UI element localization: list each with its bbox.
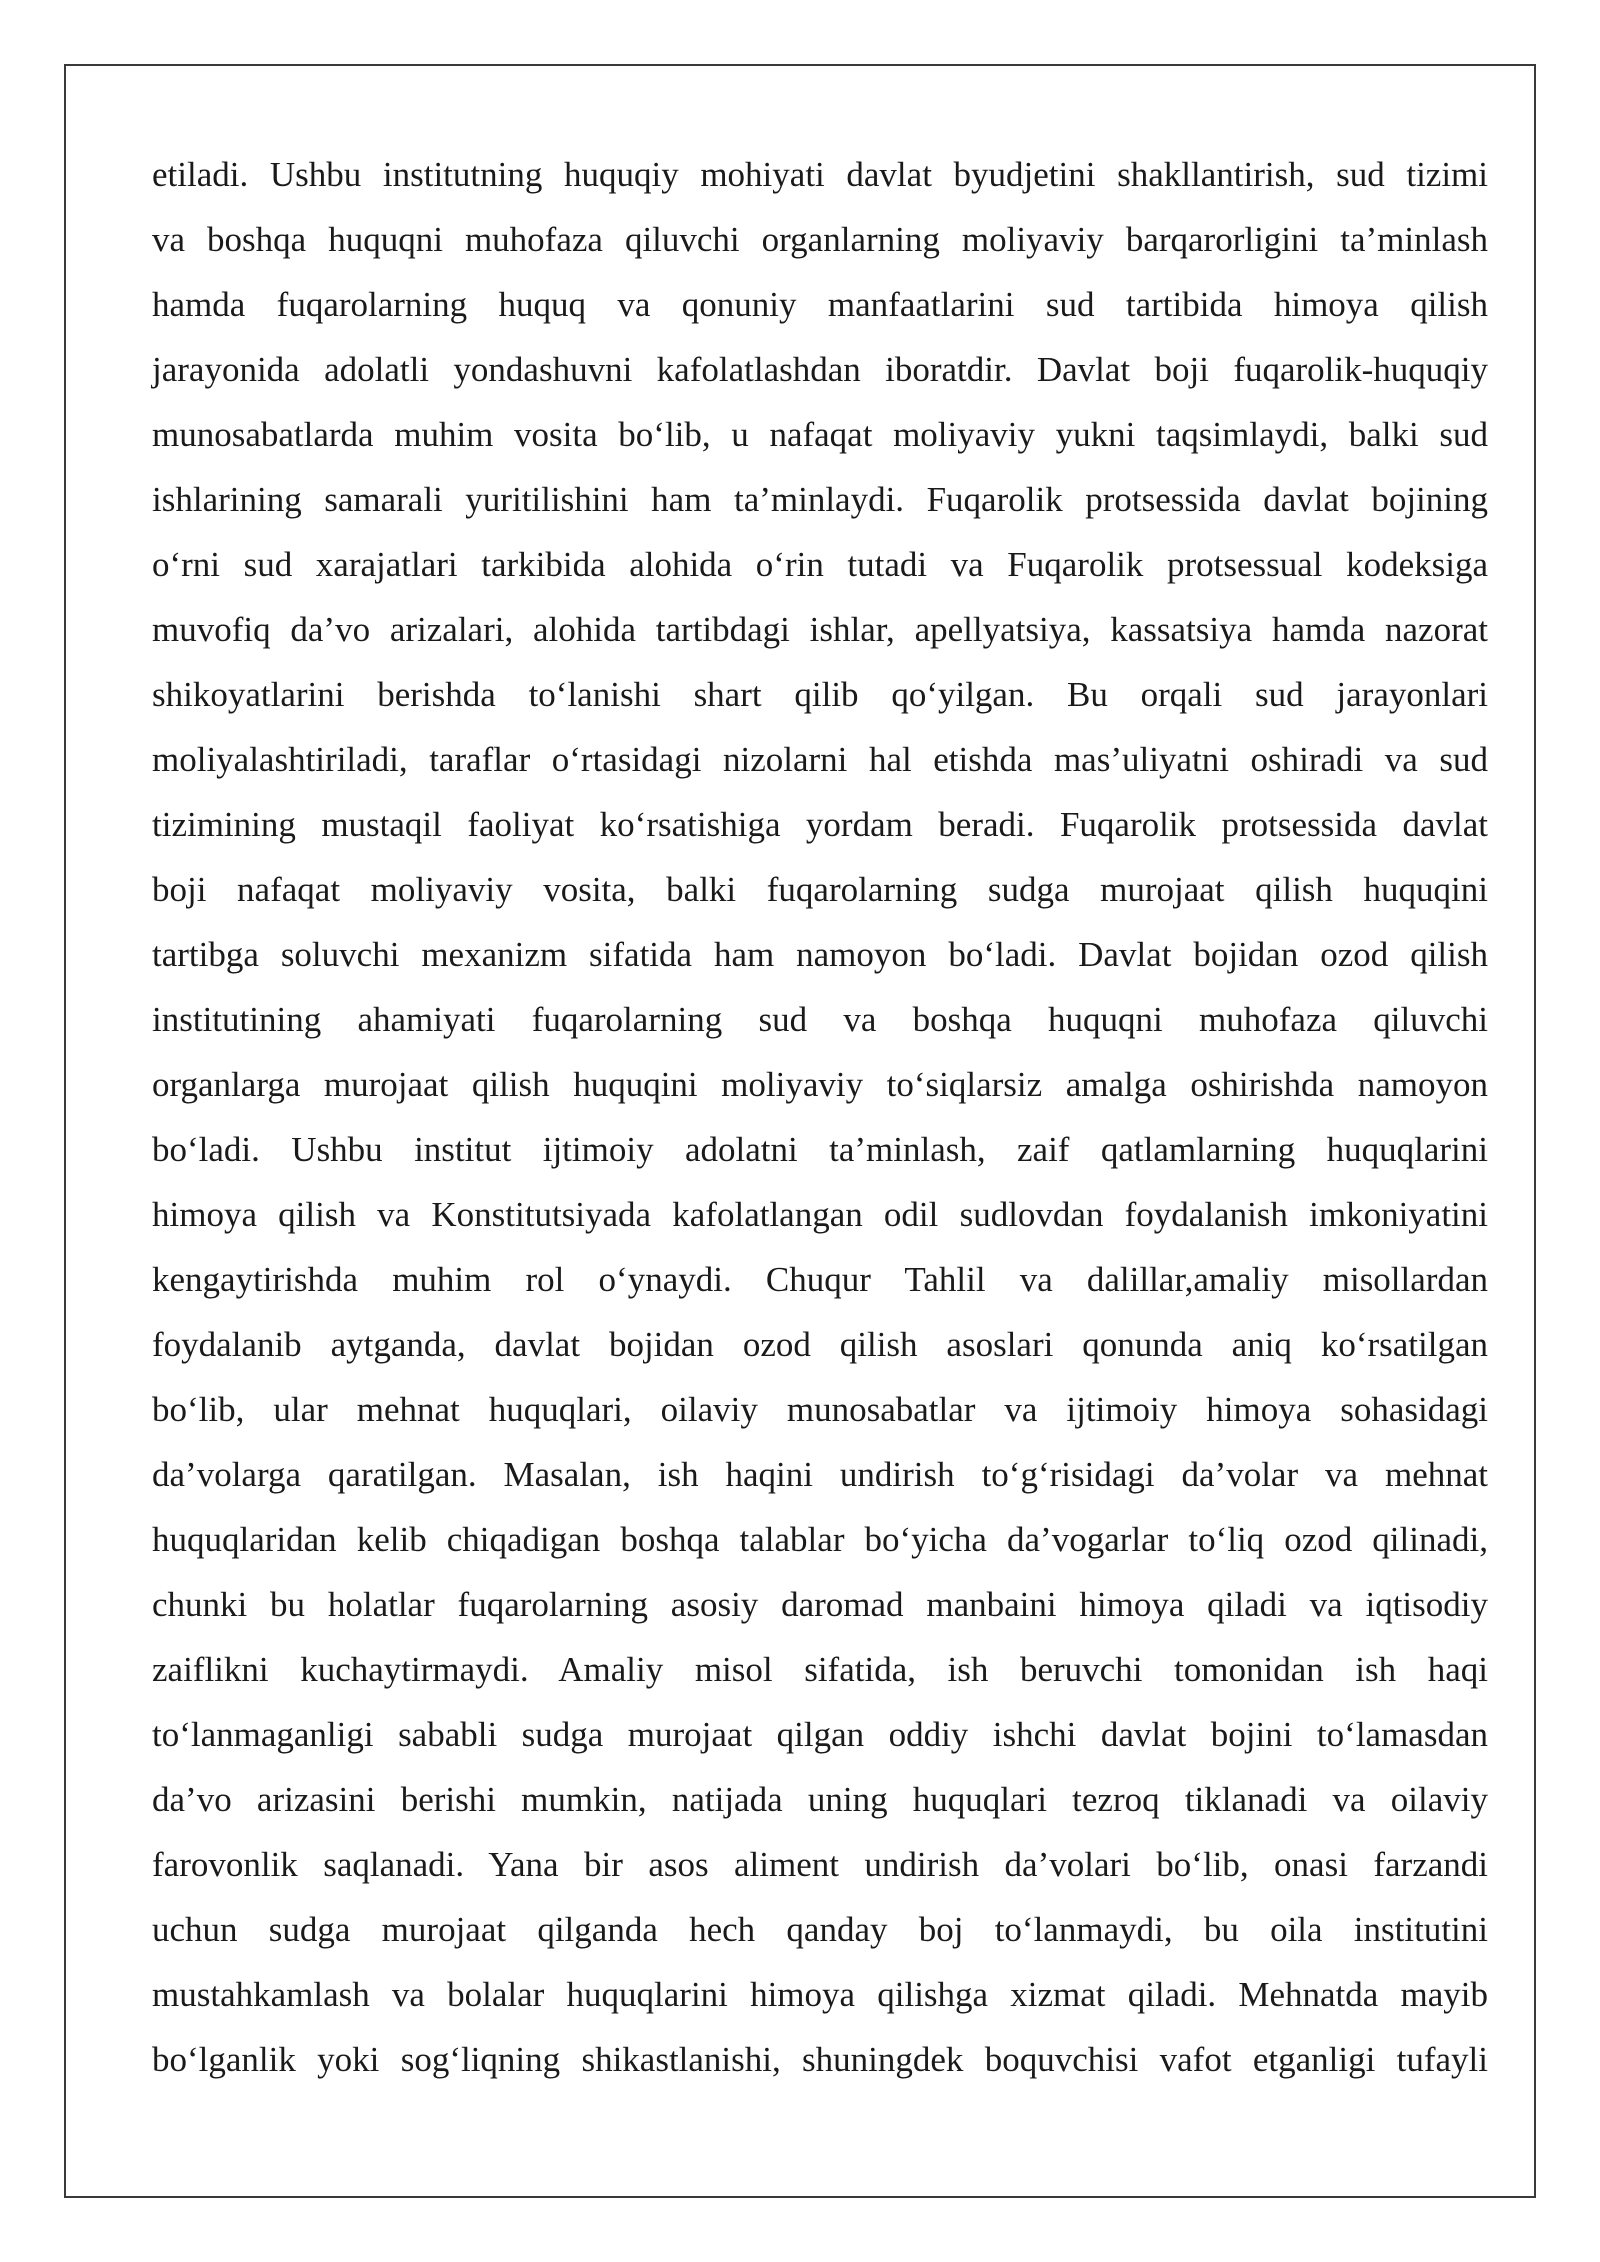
text-line: foydalanib aytganda, davlat bojidan ozod qilish asoslari qonunda aniq ko‘rsatilgan: [152, 1325, 1488, 1364]
text-line: shikoyatlarini berishda to‘lanishi shart qilib qo‘yilgan. Bu orqali sud jarayonlari: [152, 675, 1488, 714]
text-line: institutining ahamiyati fuqarolarning sud va boshqa huquqni muhofaza qiluvchi: [152, 1000, 1488, 1039]
text-line: moliyalashtiriladi, taraflar o‘rtasidagi nizolarni hal etishda mas’uliyatni oshiradi va sud: [152, 740, 1488, 779]
text-line: huquqlaridan kelib chiqadigan boshqa talablar bo‘yicha da’vogarlar to‘liq ozod qilinadi,: [152, 1520, 1488, 1559]
text-line: bo‘lib, ular mehnat huquqlari, oilaviy munosabatlar va ijtimoiy himoya sohasidagi: [152, 1390, 1488, 1429]
document-body-text: [152, 142, 1488, 2092]
text-line: to‘lanmaganligi sababli sudga murojaat qilgan oddiy ishchi davlat bojini to‘lamasdan: [152, 1715, 1488, 1754]
text-line: ishlarining samarali yuritilishini ham ta’minlaydi. Fuqarolik protsessida davlat bojining: [152, 480, 1488, 519]
text-line: himoya qilish va Konstitutsiyada kafolatlangan odil sudlovdan foydalanish imkoniyatini: [152, 1195, 1488, 1234]
text-line: mustahkamlash va bolalar huquqlarini himoya qilishga xizmat qiladi. Mehnatda mayib: [152, 1975, 1488, 2014]
text-line: kengaytirishda muhim rol o‘ynaydi. Chuqur Tahlil va dalillar,amaliy misollardan: [152, 1260, 1488, 1299]
text-line: hamda fuqarolarning huquq va qonuniy manfaatlarini sud tartibida himoya qilish: [152, 285, 1488, 324]
text-line: bo‘lganlik yoki sog‘liqning shikastlanishi, shuningdek boquvchisi vafot etganligi tufayli: [152, 2040, 1488, 2079]
text-line: va boshqa huquqni muhofaza qiluvchi organlarning moliyaviy barqarorligini ta’minlash: [152, 220, 1488, 259]
text-line: tartibga soluvchi mexanizm sifatida ham namoyon bo‘ladi. Davlat bojidan ozod qilish: [152, 935, 1488, 974]
text-line: muvofiq da’vo arizalari, alohida tartibdagi ishlar, apellyatsiya, kassatsiya hamda nazorat: [152, 610, 1488, 649]
text-line: organlarga murojaat qilish huquqini moliyaviy to‘siqlarsiz amalga oshirishda namoyon: [152, 1065, 1488, 1104]
text-line: da’vo arizasini berishi mumkin, natijada uning huquqlari tezroq tiklanadi va oilaviy: [152, 1780, 1488, 1819]
text-line: munosabatlarda muhim vosita bo‘lib, u nafaqat moliyaviy yukni taqsimlaydi, balki sud: [152, 415, 1488, 454]
text-line: bo‘ladi. Ushbu institut ijtimoiy adolatni ta’minlash, zaif qatlamlarning huquqlarini: [152, 1130, 1488, 1169]
text-line: uchun sudga murojaat qilganda hech qanday boj to‘lanmaydi, bu oila institutini: [152, 1910, 1488, 1949]
text-line: etiladi. Ushbu institutning huquqiy mohiyati davlat byudjetini shakllantirish, sud tizimi: [152, 155, 1488, 194]
text-line: boji nafaqat moliyaviy vosita, balki fuqarolarning sudga murojaat qilish huquqini: [152, 870, 1488, 909]
text-line: da’volarga qaratilgan. Masalan, ish haqini undirish to‘g‘risidagi da’volar va mehnat: [152, 1455, 1488, 1494]
text-line: zaiflikni kuchaytirmaydi. Amaliy misol sifatida, ish beruvchi tomonidan ish haqi: [152, 1650, 1488, 1689]
text-line: chunki bu holatlar fuqarolarning asosiy daromad manbaini himoya qiladi va iqtisodiy: [152, 1585, 1488, 1624]
text-line: tizimining mustaqil faoliyat ko‘rsatishiga yordam beradi. Fuqarolik protsessida davlat: [152, 805, 1488, 844]
text-line: farovonlik saqlanadi. Yana bir asos aliment undirish da’volari bo‘lib, onasi farzandi: [152, 1845, 1488, 1884]
text-line: o‘rni sud xarajatlari tarkibida alohida o‘rin tutadi va Fuqarolik protsessual kodeksiga: [152, 545, 1488, 584]
text-line: jarayonida adolatli yondashuvni kafolatlashdan iboratdir. Davlat boji fuqarolik-huquqiy: [152, 350, 1488, 389]
